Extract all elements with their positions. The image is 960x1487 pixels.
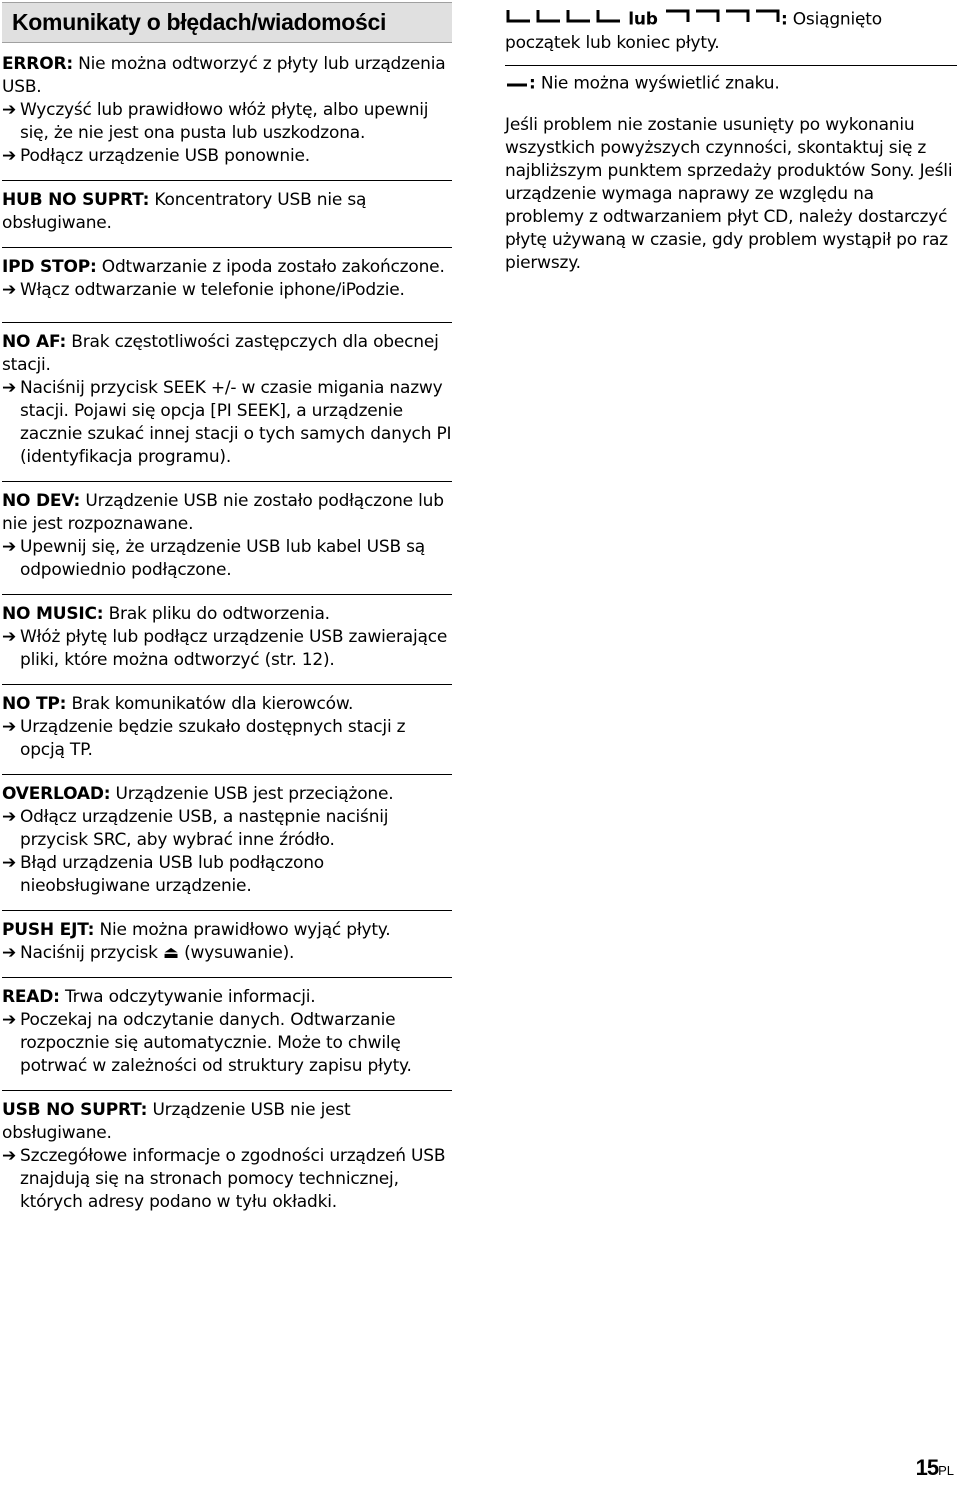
message-list bbox=[2, 53, 452, 1214]
message-entry-segments bbox=[505, 8, 957, 55]
message-description: Urządzenie USB nie jest obsługiwane. bbox=[2, 1100, 351, 1143]
entry1-desc: Osiągnięto początek lub koniec płyty. bbox=[505, 9, 882, 53]
underscore-char-icon bbox=[505, 72, 529, 95]
message-code: NO DEV: bbox=[2, 491, 81, 511]
remedy-item bbox=[2, 942, 452, 965]
lub-label: lub bbox=[628, 9, 658, 30]
divider bbox=[2, 684, 452, 685]
remedy-text: Naciśnij przycisk ⏏ (wysuwanie). bbox=[20, 943, 295, 963]
remedy-text: Szczegółowe informacje o zgodności urządzeń USB znajdują się na stronach pomocy technicznej, których adresy podano w tyłu okładki. bbox=[20, 1146, 446, 1212]
message-description: Brak komunikatów dla kierowców. bbox=[66, 694, 354, 714]
remedy-item bbox=[2, 716, 452, 762]
message-code: NO MUSIC: bbox=[2, 604, 104, 624]
remedy-item bbox=[2, 852, 452, 898]
message-code: NO TP: bbox=[2, 694, 67, 714]
message-entry bbox=[2, 783, 452, 898]
remedy-text: Naciśnij przycisk SEEK +/- w czasie migania nazwy stacji. Pojawi się opcja [PI SEEK], a urządzenie zacznie szukać innej stacji o tych samych danych PI (identyfikacja programu). bbox=[20, 378, 452, 467]
remedy-text: Urządzenie będzie szukało dostępnych stacji z opcją TP. bbox=[20, 717, 406, 760]
remedy-text: Błąd urządzenia USB lub podłączono nieobsługiwane urządzenie. bbox=[20, 853, 324, 896]
message-description: Trwa odczytywanie informacji. bbox=[59, 987, 316, 1007]
remedy-item bbox=[2, 145, 452, 168]
message-description: Koncentratory USB nie są obsługiwane. bbox=[2, 190, 367, 233]
message-entry-char bbox=[505, 72, 957, 96]
divider bbox=[2, 910, 452, 911]
upper-segments-icon bbox=[663, 8, 781, 31]
divider bbox=[2, 247, 452, 248]
remedy-text: Włóż płytę lub podłącz urządzenie USB zawierające pliki, które można odtworzyć (str. 12). bbox=[20, 627, 448, 670]
divider bbox=[2, 594, 452, 595]
message-description: Urządzenie USB jest przeciążone. bbox=[110, 784, 394, 804]
page-language: PL bbox=[938, 1463, 954, 1478]
arrow-right-icon: ➔ bbox=[2, 943, 17, 963]
message-description: Nie można prawidłowo wyjąć płyty. bbox=[94, 920, 391, 940]
message-description: Nie można odtworzyć z płyty lub urządzenia USB. bbox=[2, 54, 446, 97]
message-description: Odtwarzanie z ipoda zostało zakończone. bbox=[96, 257, 445, 277]
remedy-text: Upewnij się, że urządzenie USB lub kabel USB są odpowiednio podłączone. bbox=[20, 537, 426, 580]
arrow-right-icon: ➔ bbox=[2, 146, 17, 166]
arrow-right-icon: ➔ bbox=[2, 627, 17, 647]
message-code: USB NO SUPRT: bbox=[2, 1100, 148, 1120]
message-entry bbox=[2, 331, 452, 469]
remedy-text: Wyczyść lub prawidłowo włóż płytę, albo upewnij się, że nie jest ona pusta lub uszkodzona. bbox=[20, 100, 429, 143]
message-code: READ: bbox=[2, 987, 60, 1007]
contact-paragraph: Jeśli problem nie zostanie usunięty po wykonaniu wszystkich powyższych czynności, skontaktuj się z najbliższym punktem sprzedaży produktów Sony. Jeśli urządzenie wymaga naprawy ze względu na problemy z odtwarzaniem płyt CD, należy dostarczyć płytę używaną w czasie, gdy problem wystąpił po raz pierwszy. bbox=[505, 115, 953, 273]
page-number bbox=[916, 1455, 954, 1481]
arrow-right-icon: ➔ bbox=[2, 807, 17, 827]
divider bbox=[2, 322, 452, 323]
message-entry bbox=[2, 919, 452, 965]
section-heading-text: Komunikaty o błędach/wiadomości bbox=[12, 9, 387, 35]
message-entry bbox=[2, 603, 452, 672]
divider bbox=[2, 1090, 452, 1091]
message-entry bbox=[2, 189, 452, 235]
right-column bbox=[505, 0, 957, 275]
message-entry bbox=[2, 490, 452, 582]
message-entry bbox=[2, 53, 452, 168]
remedy-item bbox=[2, 1009, 452, 1078]
message-code: IPD STOP: bbox=[2, 257, 97, 277]
message-description: Urządzenie USB nie zostało podłączone lub nie jest rozpoznawane. bbox=[2, 491, 444, 534]
divider bbox=[505, 65, 957, 66]
remedy-item bbox=[2, 626, 452, 672]
remedy-item bbox=[2, 806, 452, 852]
remedy-item bbox=[2, 377, 452, 469]
divider bbox=[2, 774, 452, 775]
message-entry bbox=[2, 1099, 452, 1214]
message-entry bbox=[2, 986, 452, 1078]
arrow-right-icon: ➔ bbox=[2, 100, 17, 120]
remedy-item bbox=[2, 279, 452, 302]
arrow-right-icon: ➔ bbox=[2, 853, 17, 873]
arrow-right-icon: ➔ bbox=[2, 1146, 17, 1166]
remedy-text: Poczekaj na odczytanie danych. Odtwarzanie rozpocznie się automatycznie. Może to chwilę potrwać w zależności od struktury zapisu płyty. bbox=[20, 1010, 412, 1076]
remedy-text: Odłącz urządzenie USB, a następnie naciśnij przycisk SRC, aby wybrać inne źródło. bbox=[20, 807, 389, 850]
message-code: NO AF: bbox=[2, 332, 67, 352]
arrow-right-icon: ➔ bbox=[2, 717, 17, 737]
message-entry bbox=[2, 256, 452, 302]
remedy-item bbox=[2, 99, 452, 145]
entry2-colon: : bbox=[529, 73, 536, 93]
page-number-value: 15 bbox=[915, 1455, 939, 1480]
remedy-text: Włącz odtwarzanie w telefonie iphone/iPodzie. bbox=[20, 280, 405, 300]
message-description: Brak pliku do odtworzenia. bbox=[103, 604, 330, 624]
arrow-right-icon: ➔ bbox=[2, 1010, 17, 1030]
left-column bbox=[2, 0, 452, 1214]
message-code: PUSH EJT: bbox=[2, 920, 95, 940]
message-entry bbox=[2, 693, 452, 762]
arrow-right-icon: ➔ bbox=[2, 378, 17, 398]
message-code: OVERLOAD: bbox=[2, 784, 111, 804]
message-description: Brak częstotliwości zastępczych dla obecnej stacji. bbox=[2, 332, 439, 375]
arrow-right-icon: ➔ bbox=[2, 537, 17, 557]
section-heading bbox=[2, 2, 452, 43]
message-code: HUB NO SUPRT: bbox=[2, 190, 150, 210]
entry2-desc: Nie można wyświetlić znaku. bbox=[535, 73, 780, 93]
entry1-colon: : bbox=[780, 9, 788, 30]
arrow-right-icon: ➔ bbox=[2, 280, 17, 300]
remedy-item bbox=[2, 536, 452, 582]
divider bbox=[2, 180, 452, 181]
remedy-item bbox=[2, 1145, 452, 1214]
remedy-text: Podłącz urządzenie USB ponownie. bbox=[20, 146, 310, 166]
message-code: ERROR: bbox=[2, 54, 73, 74]
divider bbox=[2, 977, 452, 978]
lower-segments-icon bbox=[505, 8, 623, 31]
divider bbox=[2, 481, 452, 482]
